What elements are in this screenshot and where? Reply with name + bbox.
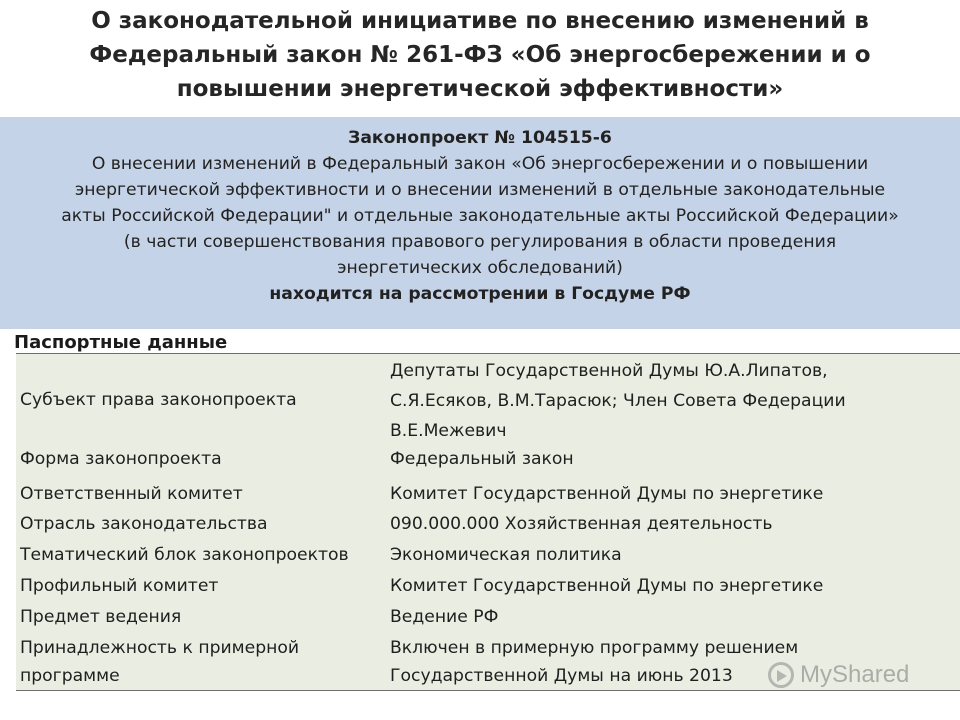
slide-title <box>40 4 920 106</box>
row-value: 090.000.000 Хозяйственная деятельность <box>390 514 773 534</box>
row-value: Ведение РФ <box>390 607 499 627</box>
row-value-line: Государственной Думы на июнь 2013 <box>390 666 733 686</box>
bill-info-box <box>0 117 960 329</box>
bill-description-line: энергетических обследований) <box>337 258 623 278</box>
bill-description-line: акты Российской Федерации" и отдельные законодательные акты Российской Федерации» <box>61 206 899 226</box>
bill-description-line: О внесении изменений в Федеральный закон «Об энергосбережении и о повышении <box>91 154 869 174</box>
row-key: Форма законопроекта <box>20 449 222 469</box>
row-value: Комитет Государственной Думы по энергетике <box>390 576 824 596</box>
row-value: Экономическая политика <box>390 545 622 565</box>
row-value-line: Включен в примерную программу решением <box>390 638 799 658</box>
row-key <box>20 634 299 690</box>
row-key: Профильный комитет <box>20 576 219 596</box>
row-value: Федеральный закон <box>390 449 574 469</box>
bill-status: находится на рассмотрении в Госдуме РФ <box>269 284 691 304</box>
row-key: Тематический блок законопроектов <box>20 545 349 565</box>
row-key: Предмет ведения <box>20 607 182 627</box>
row-key-line: программе <box>20 666 120 686</box>
row-value-line: В.Е.Межевич <box>390 421 507 441</box>
title-line: повышении энергетической эффективности» <box>176 76 784 102</box>
row-key-line: Принадлежность к примерной <box>20 638 300 658</box>
row-value-line: С.Я.Есяков, В.М.Тарасюк; Член Совета Федерации <box>390 391 846 411</box>
row-value <box>390 634 798 690</box>
bill-description-line: (в части совершенствования правового регулирования в области проведения <box>123 232 837 252</box>
row-key: Субъект права законопроекта <box>20 390 297 410</box>
bill-description-line: энергетической эффективности и о внесении изменений в отдельные законодательные <box>74 180 886 200</box>
title-line: Федеральный закон № 261-ФЗ «Об энергосбережении и о <box>89 42 871 68</box>
watermark <box>768 655 953 695</box>
passport-heading: Паспортные данные <box>14 332 228 353</box>
passport-table <box>16 353 960 691</box>
row-key: Ответственный комитет <box>20 484 243 504</box>
bill-number: Законопроект № 104515-6 <box>348 128 612 148</box>
row-value: Комитет Государственной Думы по энергетике <box>390 484 824 504</box>
title-line: О законодательной инициативе по внесению изменений в <box>91 8 869 34</box>
row-value <box>390 356 846 446</box>
row-key: Отрасль законодательства <box>20 514 268 534</box>
play-icon <box>768 662 794 688</box>
row-value-line: Депутаты Государственной Думы Ю.А.Липатов, <box>390 361 828 381</box>
watermark-text: MyShared <box>800 661 910 688</box>
